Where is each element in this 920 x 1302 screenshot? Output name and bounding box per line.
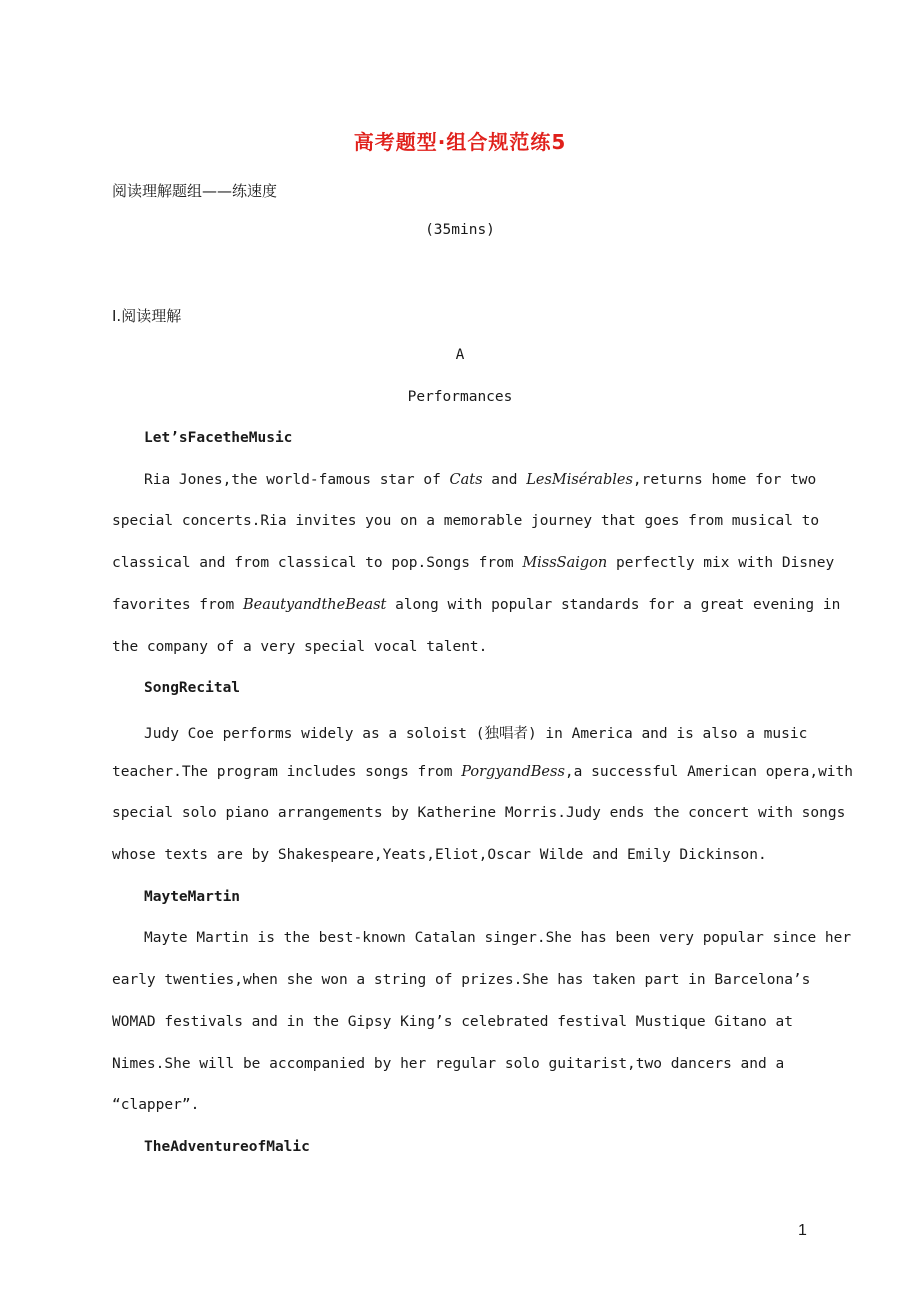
- paragraph-line: whose texts are by Shakespeare,Yeats,Eliot,Oscar Wilde and Emily Dickinson.: [112, 847, 767, 863]
- paragraph-line: special concerts.Ria invites you on a memorable journey that goes from musical to: [112, 513, 820, 530]
- title-italic: PorgyandBess: [461, 763, 565, 780]
- paragraph-line: WOMAD festivals and in the Gipsy King’s celebrated festival Mustique Gitano at: [112, 1013, 793, 1030]
- section-heading: Ⅰ.阅读理解: [112, 307, 182, 325]
- title-italic: MissSaigon: [522, 555, 608, 572]
- passage-letter: A: [455, 347, 465, 363]
- title-italic: BeautyandtheBeast: [242, 596, 387, 613]
- paragraph-line: Mayte Martin is the best-known Catalan singer.She has been very popular since her: [144, 930, 852, 947]
- paragraph-line: Nimes.She will be accompanied by her regular solo guitarist,two dancers and a: [112, 1055, 785, 1072]
- paragraph-line: teacher.The program includes songs from PorgyandBess,a successful American opera,with: [112, 763, 853, 780]
- title-italic: LesMisérables: [526, 471, 633, 488]
- page-number: 1: [798, 1222, 807, 1239]
- performance-heading: SongRecital: [144, 680, 241, 697]
- paragraph-line: “clapper”.: [112, 1097, 200, 1114]
- paragraph-line: special solo piano arrangements by Katherine Morris.Judy ends the concert with songs: [112, 805, 846, 822]
- subtitle: 阅读理解题组——练速度: [112, 182, 278, 200]
- paragraph-line: Ria Jones,the world-famous star of Cats and LesMisérables,returns home for two: [144, 471, 817, 488]
- performance-heading: MayteMartin: [144, 888, 241, 905]
- paragraph-line: Judy Coe performs widely as a soloist (独唱者) in America and is also a music: [144, 725, 808, 742]
- paragraph-line: classical and from classical to pop.Songs from MissSaigon perfectly mix with Disney: [112, 555, 835, 572]
- document-title: 高考题型·组合规范练5: [353, 130, 567, 154]
- performance-heading: TheAdventureofMalic: [144, 1138, 310, 1155]
- paragraph-line: the company of a very special vocal talent.: [112, 638, 488, 655]
- paragraph-line: favorites from BeautyandtheBeast along with popular standards for a great evening in: [112, 596, 841, 613]
- title-italic: Cats: [449, 471, 483, 488]
- time-limit: (35mins): [425, 222, 495, 238]
- paragraph-line: early twenties,when she won a string of prizes.She has taken part in Barcelona’s: [112, 972, 811, 989]
- passage-title: Performances: [407, 389, 513, 405]
- performance-heading: Let’sFacetheMusic: [144, 430, 293, 446]
